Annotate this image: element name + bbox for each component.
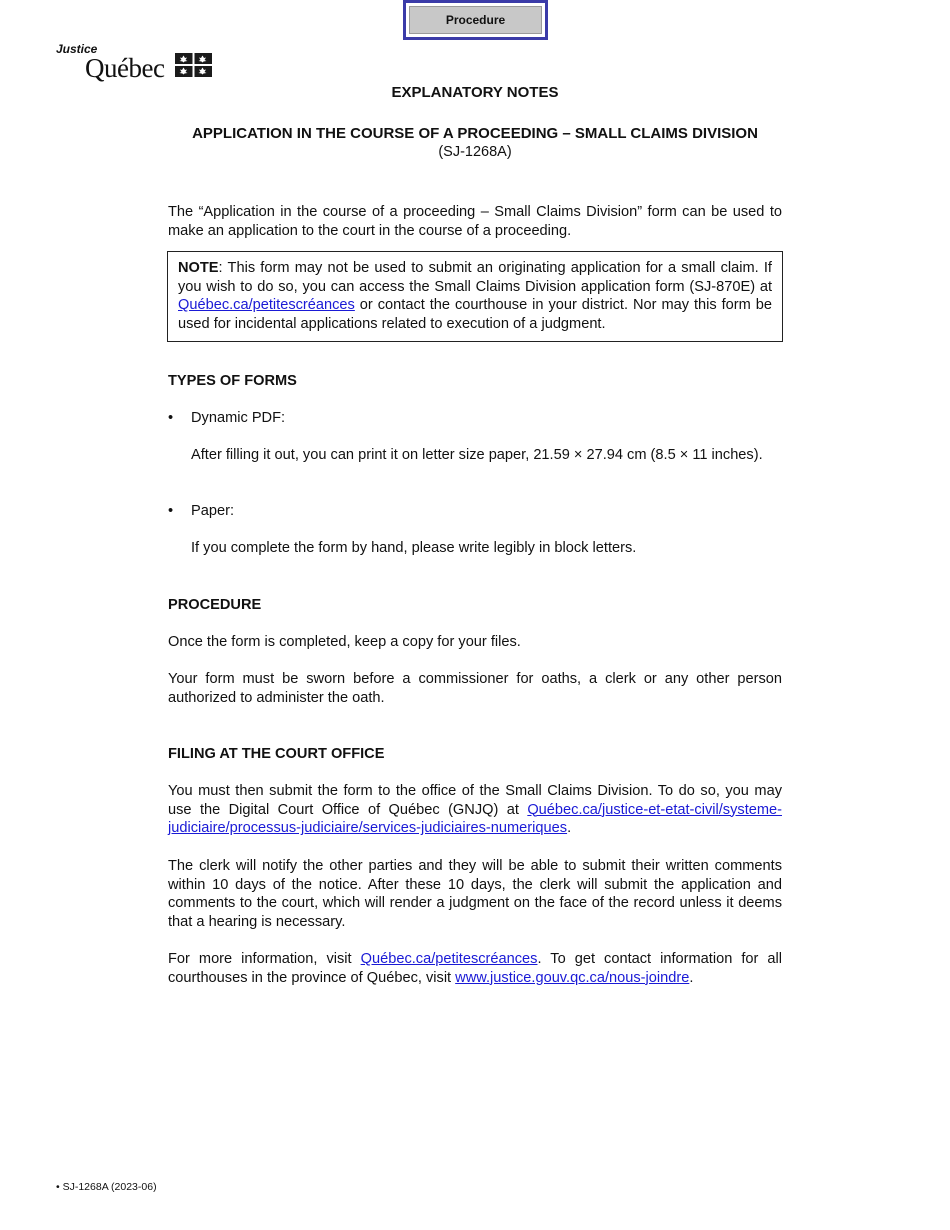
procedure-text-2: Your form must be sworn before a commissioner for oaths, a clerk or any other person authorized to administer the oath. [168, 671, 782, 706]
filing-text-3-end: . [689, 969, 694, 986]
filing-text-3a: For more information, visit [168, 951, 361, 967]
digital-court-office-link[interactable]: Québec.ca/justice-et-etat-civil/systeme-judiciaire/processus-judiciaire/services-judiciaires-numeriques [168, 801, 782, 837]
filing-text-1-end: . [567, 820, 572, 837]
logo-quebec-text: Québec [85, 53, 165, 83]
paper-detail: If you complete the form by hand, please write legibly in block letters. [191, 540, 637, 556]
bullet-icon: • [168, 410, 174, 426]
procedure-button-label[interactable]: Procedure [409, 6, 542, 34]
nous-joindre-link[interactable]: www.justice.gouv.qc.ca/nous-joindre [455, 969, 690, 986]
filing-text-3b: . To get contact information for all courthouses in the province of Québec, visit [168, 951, 782, 986]
types-of-forms-heading [168, 372, 782, 391]
filing-paragraph-2 [168, 857, 782, 931]
paper-label: Paper: [191, 503, 234, 519]
dynamic-pdf-label: Dynamic PDF: [191, 410, 286, 426]
form-footer-code: • SJ-1268A (2023-06) [56, 1181, 157, 1193]
procedure-button[interactable] [403, 0, 548, 40]
petites-creances-link[interactable]: Québec.ca/petitescréances [178, 297, 355, 314]
filing-section [168, 745, 782, 764]
procedure-text-1: Once the form is completed, keep a copy for your files. [168, 634, 521, 650]
intro-text: The “Application in the course of a proceeding – Small Claims Division” form can be used to make an application to the court in the course of a proceeding. [168, 204, 782, 239]
note-text-2: or contact the courthouse in your district. Nor may this form be used for incidental applications related to execution of a judgment. [178, 297, 772, 332]
procedure-paragraph-1 [168, 633, 782, 652]
filing-text-2: The clerk will notify the other parties and they will be able to submit their written comments within 10 days of the notice. After these 10 days, the clerk will submit the application and comments to the court, which will render a judgment on the face of the record unless it deems that a hearing is necessary. [168, 858, 782, 930]
form-code: (SJ-1268A) [438, 144, 512, 160]
procedure-title: PROCEDURE [168, 597, 262, 613]
intro-paragraph [168, 203, 782, 240]
form-title: APPLICATION IN THE COURSE OF A PROCEEDING – SMALL CLAIMS DIVISION [192, 125, 758, 142]
filing-text-1: You must then submit the form to the office of the Small Claims Division. To do so, you may use the Digital Court Office of Québec (GNJQ) at [168, 783, 782, 818]
procedure-section [168, 596, 782, 615]
filing-paragraph-1 [168, 782, 782, 838]
bullet-icon: • [168, 503, 174, 519]
page-title: EXPLANATORY NOTES [391, 84, 559, 101]
dynamic-pdf-detail: After filling it out, you can print it on letter size paper, 21.59 × 27.94 cm (8.5 × 11 inches). [191, 447, 763, 463]
filing-title: FILING AT THE COURT OFFICE [168, 746, 385, 762]
quebec-flag-icon [175, 53, 212, 77]
filing-paragraph-3 [168, 950, 782, 987]
justice-quebec-logo [56, 42, 216, 84]
types-of-forms-title: TYPES OF FORMS [168, 373, 297, 389]
petites-creances-link-2[interactable]: Québec.ca/petitescréances [360, 951, 538, 967]
procedure-paragraph-2 [168, 670, 782, 707]
note-label: NOTE [178, 260, 219, 276]
logo-justice-text: Justice [56, 42, 98, 56]
note-box [167, 251, 783, 342]
note-text-1: : This form may not be used to submit an originating application for a small claim. If you wish to do so, you can access the Small Claims Division application form (SJ-870E) at [178, 260, 772, 295]
